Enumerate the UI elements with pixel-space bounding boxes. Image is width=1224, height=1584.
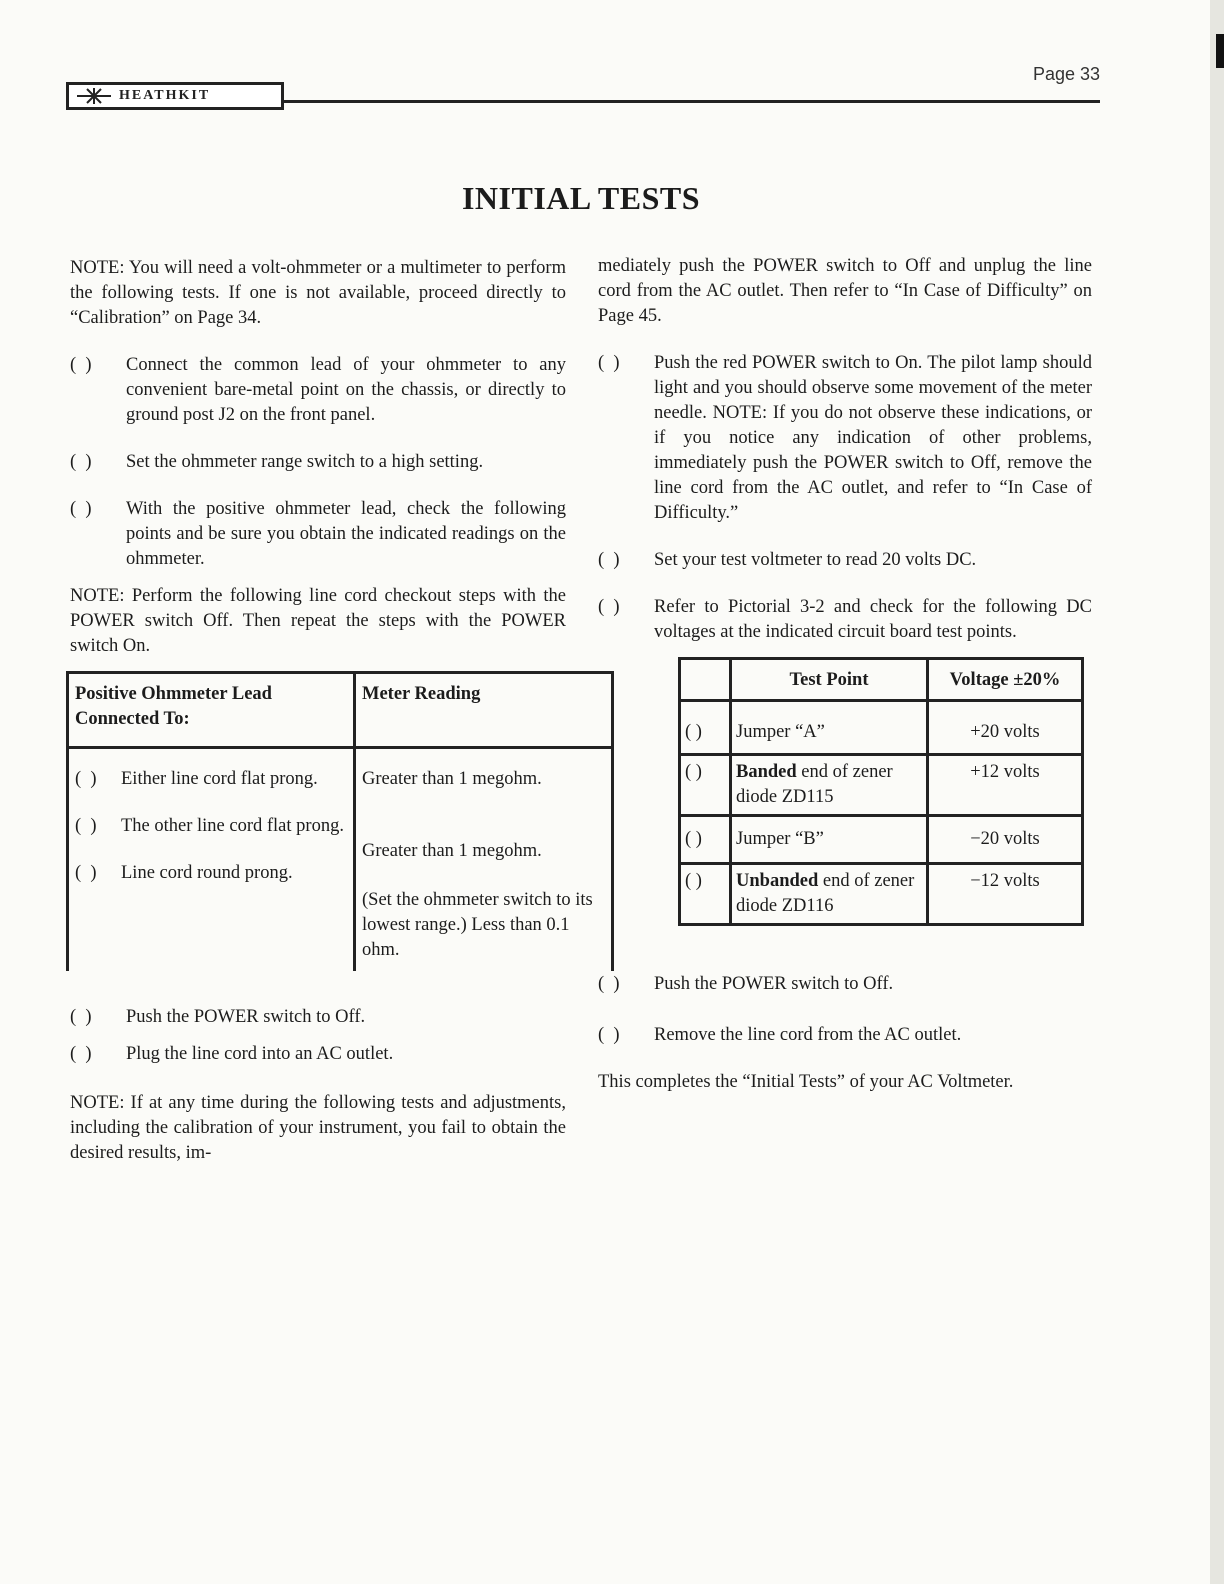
step-text: Remove the line cord from the AC outlet.	[654, 1025, 962, 1045]
step-set-range	[70, 450, 566, 475]
table-row	[680, 755, 1083, 816]
edge-mark	[1216, 34, 1224, 68]
test-point-text: end of zener diode ZD115	[736, 762, 893, 807]
checkbox[interactable]: ( )	[680, 755, 731, 816]
step-connect-common-lead	[70, 353, 566, 428]
header-rule	[284, 100, 1100, 103]
closing-text: This completes the “Initial Tests” of your AC Voltmeter.	[598, 1072, 1014, 1092]
step-text: Set the ohmmeter range switch to a high setting.	[126, 452, 484, 472]
voltage-value: −12 volts	[928, 864, 1083, 925]
test-point	[731, 755, 928, 816]
checkbox[interactable]: ( )	[680, 816, 731, 864]
left-column	[70, 256, 593, 1188]
step-text: With the positive ohmmeter lead, check the following points and be sure you obtain the indicated readings on the ohmmeter.	[126, 499, 566, 569]
checkbox[interactable]: ( )	[75, 863, 97, 883]
checkbox[interactable]: ( )	[75, 769, 97, 789]
table-body-row	[68, 748, 613, 972]
page-header	[66, 62, 1100, 108]
header-voltage: Voltage ±20%	[928, 659, 1083, 701]
heathkit-logo	[66, 82, 284, 110]
header-meter-reading: Meter Reading	[355, 673, 613, 748]
voltage-value: +20 volts	[928, 701, 1083, 755]
note-requirements: NOTE: You will need a volt-ohmmeter or a multimeter to perform the following tests. If one is not available, proceed directly to “Calibration” on Page 34.	[70, 258, 566, 328]
test-point-text: Jumper “B”	[736, 829, 824, 849]
header-blank	[680, 659, 731, 701]
test-point: Line cord round prong.	[121, 863, 293, 883]
step-check-points	[70, 497, 566, 572]
step-set-voltmeter	[598, 548, 1092, 573]
checkbox[interactable]: ( )	[70, 499, 92, 519]
step-text: Push the POWER switch to Off.	[654, 974, 894, 994]
table-row	[75, 767, 347, 792]
checkbox[interactable]: ( )	[70, 1007, 92, 1027]
page-edge	[1210, 0, 1224, 1584]
checkbox[interactable]: ( )	[598, 353, 620, 373]
checkbox[interactable]: ( )	[70, 452, 92, 472]
table-row	[680, 816, 1083, 864]
test-point	[731, 864, 928, 925]
checkbox[interactable]: ( )	[598, 1025, 620, 1045]
step-power-off	[598, 972, 1092, 997]
continuation-text: mediately push the POWER switch to Off and unplug the line cord from the AC outlet. Then refer to “In Case of Difficulty” on Page 45.	[598, 256, 1092, 326]
checkbox[interactable]: ( )	[70, 355, 92, 375]
checkbox[interactable]: ( )	[598, 597, 620, 617]
voltage-table	[678, 657, 1084, 926]
note-line-cord-checkout: NOTE: Perform the following line cord checkout steps with the POWER switch Off. Then repeat the steps with the POWER switch On.	[70, 586, 566, 656]
step-remove-line-cord	[598, 1023, 1092, 1048]
meter-reading: Greater than 1 megohm.	[362, 769, 542, 789]
voltage-value: −20 volts	[928, 816, 1083, 864]
table-row	[680, 864, 1083, 925]
header-test-point: Test Point	[731, 659, 928, 701]
page-number: Page 33	[1032, 64, 1100, 84]
step-text: Plug the line cord into an AC outlet.	[126, 1044, 394, 1064]
table-row	[680, 701, 1083, 755]
step-check-voltages	[598, 595, 1092, 645]
points-cell	[68, 748, 355, 972]
step-power-on	[598, 351, 1092, 526]
checkbox[interactable]: ( )	[680, 701, 731, 755]
step-text: Set your test voltmeter to read 20 volts DC.	[654, 550, 977, 570]
checkbox[interactable]: ( )	[598, 550, 620, 570]
note-difficulty: NOTE: If at any time during the following tests and adjustments, including the calibration of your instrument, you fail to obtain the desired results, im-	[70, 1093, 566, 1163]
step-text: Push the POWER switch to Off.	[126, 1007, 366, 1027]
step-text: Push the red POWER switch to On. The pilot lamp should light and you should observe some movement of the meter needle. NOTE: If you do not observe these indications, or if you notice any indication of other problems, immediately push the POWER switch to Off, remove the line cord from the AC outlet, and refer to “In Case of Difficulty.”	[654, 353, 1092, 523]
logo-emblem-icon	[77, 87, 111, 105]
meter-reading: (Set the ohmmeter switch to its lowest range.) Less than 0.1 ohm.	[362, 890, 593, 960]
ohmmeter-table	[66, 671, 614, 971]
voltage-value: +12 volts	[928, 755, 1083, 816]
checkbox[interactable]: ( )	[598, 974, 620, 994]
readings-cell	[355, 748, 613, 972]
logo-text: HEATHKIT	[119, 88, 211, 103]
step-text: Connect the common lead of your ohmmeter to any convenient bare-metal point on the chassis, or directly to ground post J2 on the front panel.	[126, 355, 566, 425]
emphasis: Banded	[736, 762, 797, 782]
checkbox[interactable]: ( )	[70, 1044, 92, 1064]
table-row	[75, 861, 347, 886]
test-point: Either line cord flat prong.	[121, 769, 318, 789]
test-point	[731, 701, 928, 755]
table-header-row	[680, 659, 1083, 701]
table-row	[75, 814, 347, 839]
test-point-text: Jumper “A”	[736, 722, 825, 742]
step-plug-line-cord	[70, 1042, 566, 1067]
meter-reading: Greater than 1 megohm.	[362, 841, 542, 861]
checkbox[interactable]: ( )	[75, 816, 97, 836]
step-text: Refer to Pictorial 3-2 and check for the following DC voltages at the indicated circuit board test points.	[654, 597, 1092, 642]
checkbox[interactable]: ( )	[680, 864, 731, 925]
table-header-row	[68, 673, 613, 748]
step-power-off	[70, 1005, 566, 1030]
right-column	[598, 254, 1092, 1117]
header-lead-connected: Positive Ohmmeter Lead Connected To:	[68, 673, 355, 748]
test-point: The other line cord flat prong.	[121, 816, 344, 836]
test-point	[731, 816, 928, 864]
emphasis: Unbanded	[736, 871, 819, 891]
test-point-text: end of zener diode ZD116	[736, 871, 915, 916]
page-title: INITIAL TESTS	[461, 180, 701, 216]
